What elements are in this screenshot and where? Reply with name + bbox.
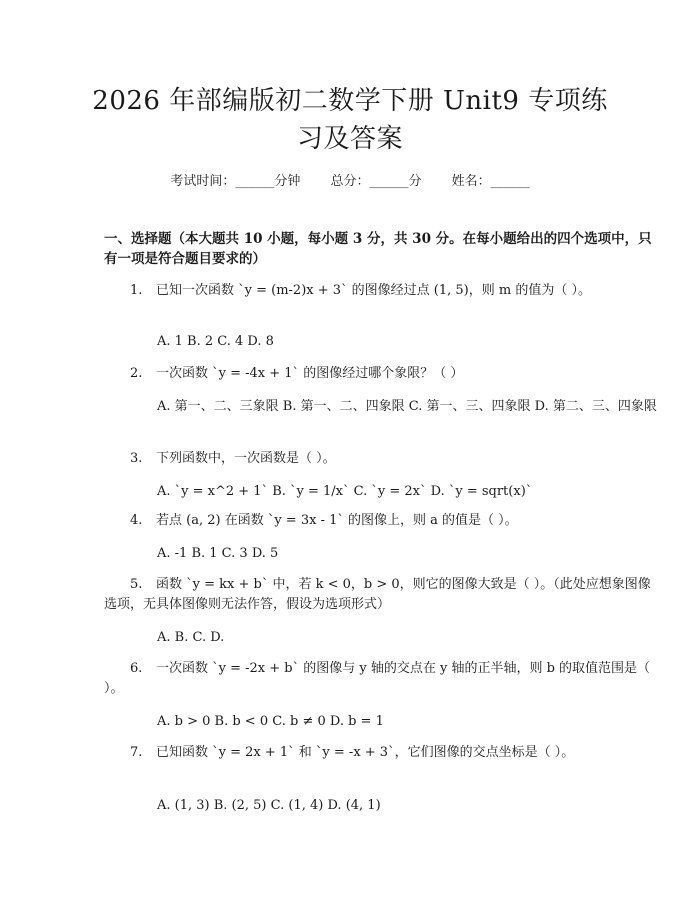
- question-1: [104, 281, 660, 301]
- page-title: 2026 年部编版初二数学下册 Unit9 专项练习及答案: [92, 86, 608, 154]
- question-number: 4.: [130, 513, 143, 528]
- question-3-options: A. `y = x^2 + 1` B. `y = 1/x` C. `y = 2x` D. `y = sqrt(x)`: [157, 484, 533, 499]
- question-number: 2.: [130, 366, 143, 381]
- question-text: 若点 (a, 2) 在函数 `y = 3x - 1` 的图像上，则 a 的值是（ ）。: [156, 513, 518, 528]
- question-4-options: A. -1 B. 1 C. 3 D. 5: [157, 546, 279, 561]
- question-number: 1.: [130, 283, 143, 298]
- total-score: 总分：______分: [330, 174, 422, 189]
- exam-time: 考试时间：______分钟: [170, 174, 301, 189]
- question-number: 5.: [130, 577, 143, 592]
- question-number: 6.: [130, 661, 143, 676]
- question-text: 一次函数 `y = -2x + b` 的图像与 y 轴的交点在 y 轴的正半轴，则 b 的取值范围是（ ）。: [104, 661, 651, 696]
- question-3: [104, 449, 660, 469]
- question-number: 7.: [130, 745, 143, 760]
- question-2-options: A. 第一、二、三象限 B. 第一、二、四象限 C. 第一、三、四象限 D. 第二、三、四象限: [157, 399, 657, 414]
- question-5-options: A. B. C. D.: [157, 630, 225, 645]
- question-2: [104, 364, 660, 384]
- exam-meta: [0, 170, 700, 189]
- question-4: [104, 511, 660, 531]
- question-1-options: A. 1 B. 2 C. 4 D. 8: [157, 334, 274, 349]
- question-number: 3.: [130, 451, 143, 466]
- section-heading: 一、选择题（本大题共 10 小题，每小题 3 分，共 30 分。在每小题给出的四个选项中，只有一项是符合题目要求的）: [104, 231, 652, 267]
- question-6-options: A. b > 0 B. b < 0 C. b ≠ 0 D. b = 1: [157, 714, 384, 729]
- question-7-options: A. (1, 3) B. (2, 5) C. (1, 4) D. (4, 1): [157, 798, 381, 813]
- question-text: 已知一次函数 `y = (m-2)x + 3` 的图像经过点 (1, 5)，则 m 的值为（ ）。: [156, 283, 591, 298]
- question-text: 函数 `y = kx + b` 中，若 k < 0，b > 0，则它的图像大致是（ ）。（此处应想象图像选项，无具体图像则无法作答，假设为选项形式）: [104, 577, 651, 612]
- question-text: 一次函数 `y = -4x + 1` 的图像经过哪个象限？（ ）: [156, 366, 464, 381]
- student-name: 姓名：______: [451, 174, 530, 189]
- question-text: 已知函数 `y = 2x + 1` 和 `y = -x + 3`，它们图像的交点坐标是（ ）。: [156, 745, 575, 760]
- question-6: [104, 659, 660, 699]
- question-text: 下列函数中，一次函数是（ ）。: [156, 451, 336, 466]
- question-5: [104, 575, 660, 615]
- question-7: [104, 743, 660, 763]
